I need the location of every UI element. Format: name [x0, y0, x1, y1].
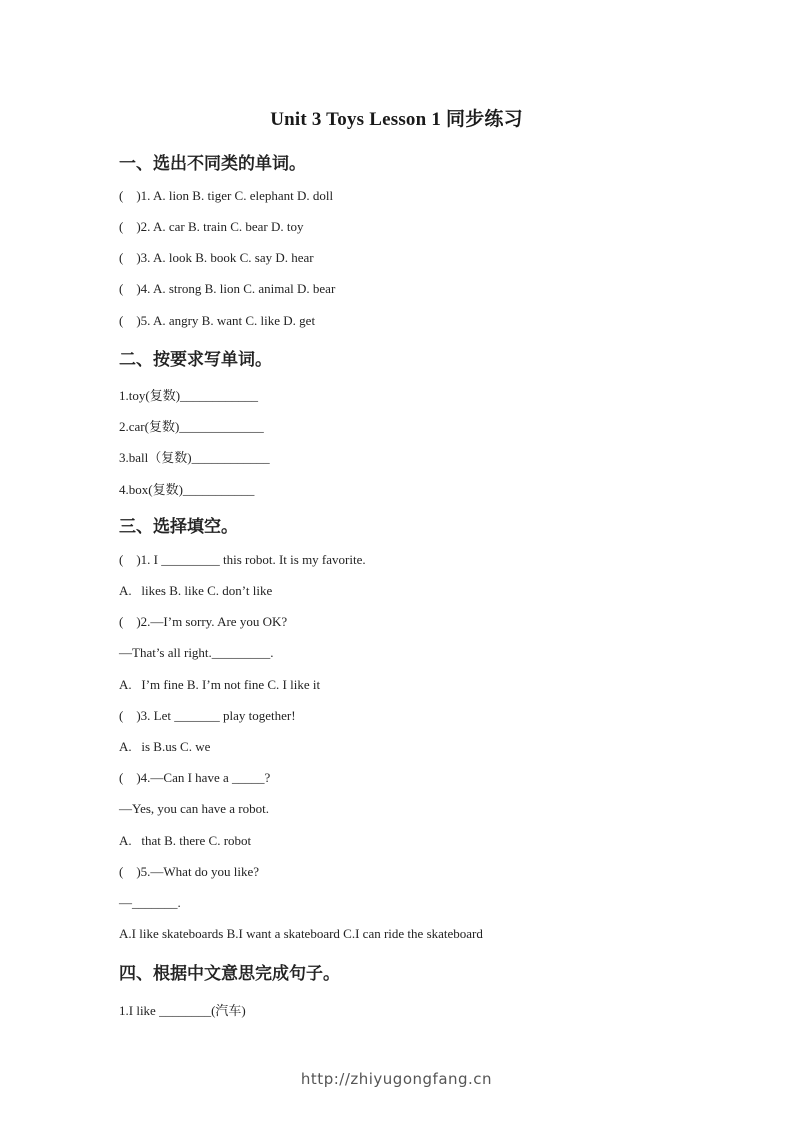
footer-url: http://zhiyugongfang.cn	[300, 1070, 493, 1088]
s1-question-4: ( )4. A. strong B. lion C. animal D. bear	[119, 281, 336, 296]
s1-question-5: ( )5. A. angry B. want C. like D. get	[119, 313, 316, 328]
section-2-heading: 二、按要求写单词。	[119, 350, 272, 370]
s3-line-2: A. likes B. like C. don’t like	[119, 583, 273, 598]
s3-line-12: —_______.	[119, 895, 181, 910]
s3-line-13: A.I like skateboards B.I want a skateboard C.I can ride the skateboard	[119, 926, 483, 941]
page-title: Unit 3 Toys Lesson 1 同步练习	[270, 109, 523, 130]
s2-item-4: 4.box(复数)___________	[119, 482, 255, 497]
s4-item-1: 1.I like ________(汽车)	[119, 1003, 246, 1018]
s2-item-3: 3.ball（复数)____________	[119, 450, 270, 465]
s3-line-4: —That’s all right._________.	[119, 645, 274, 660]
section-1-heading: 一、选出不同类的单词。	[119, 154, 306, 174]
s1-question-1: ( )1. A. lion B. tiger C. elephant D. doll	[119, 188, 334, 203]
s3-line-6: ( )3. Let _______ play together!	[119, 708, 296, 723]
s2-item-1: 1.toy(复数)____________	[119, 388, 259, 403]
s3-line-7: A. is B.us C. we	[119, 739, 211, 754]
s1-question-2: ( )2. A. car B. train C. bear D. toy	[119, 219, 304, 234]
section-3-heading: 三、选择填空。	[119, 517, 238, 537]
s2-item-2: 2.car(复数)_____________	[119, 419, 264, 434]
s1-question-3: ( )3. A. look B. book C. say D. hear	[119, 250, 314, 265]
s3-line-5: A. I’m fine B. I’m not fine C. I like it	[119, 677, 321, 692]
s3-line-8: ( )4.—Can I have a _____?	[119, 770, 271, 785]
s3-line-1: ( )1. I _________ this robot. It is my favorite.	[119, 552, 366, 567]
section-4-heading: 四、根据中文意思完成句子。	[119, 964, 340, 984]
s3-line-3: ( )2.—I’m sorry. Are you OK?	[119, 614, 288, 629]
s3-line-10: A. that B. there C. robot	[119, 833, 252, 848]
s3-line-11: ( )5.—What do you like?	[119, 864, 260, 879]
s3-line-9: —Yes, you can have a robot.	[119, 801, 269, 816]
